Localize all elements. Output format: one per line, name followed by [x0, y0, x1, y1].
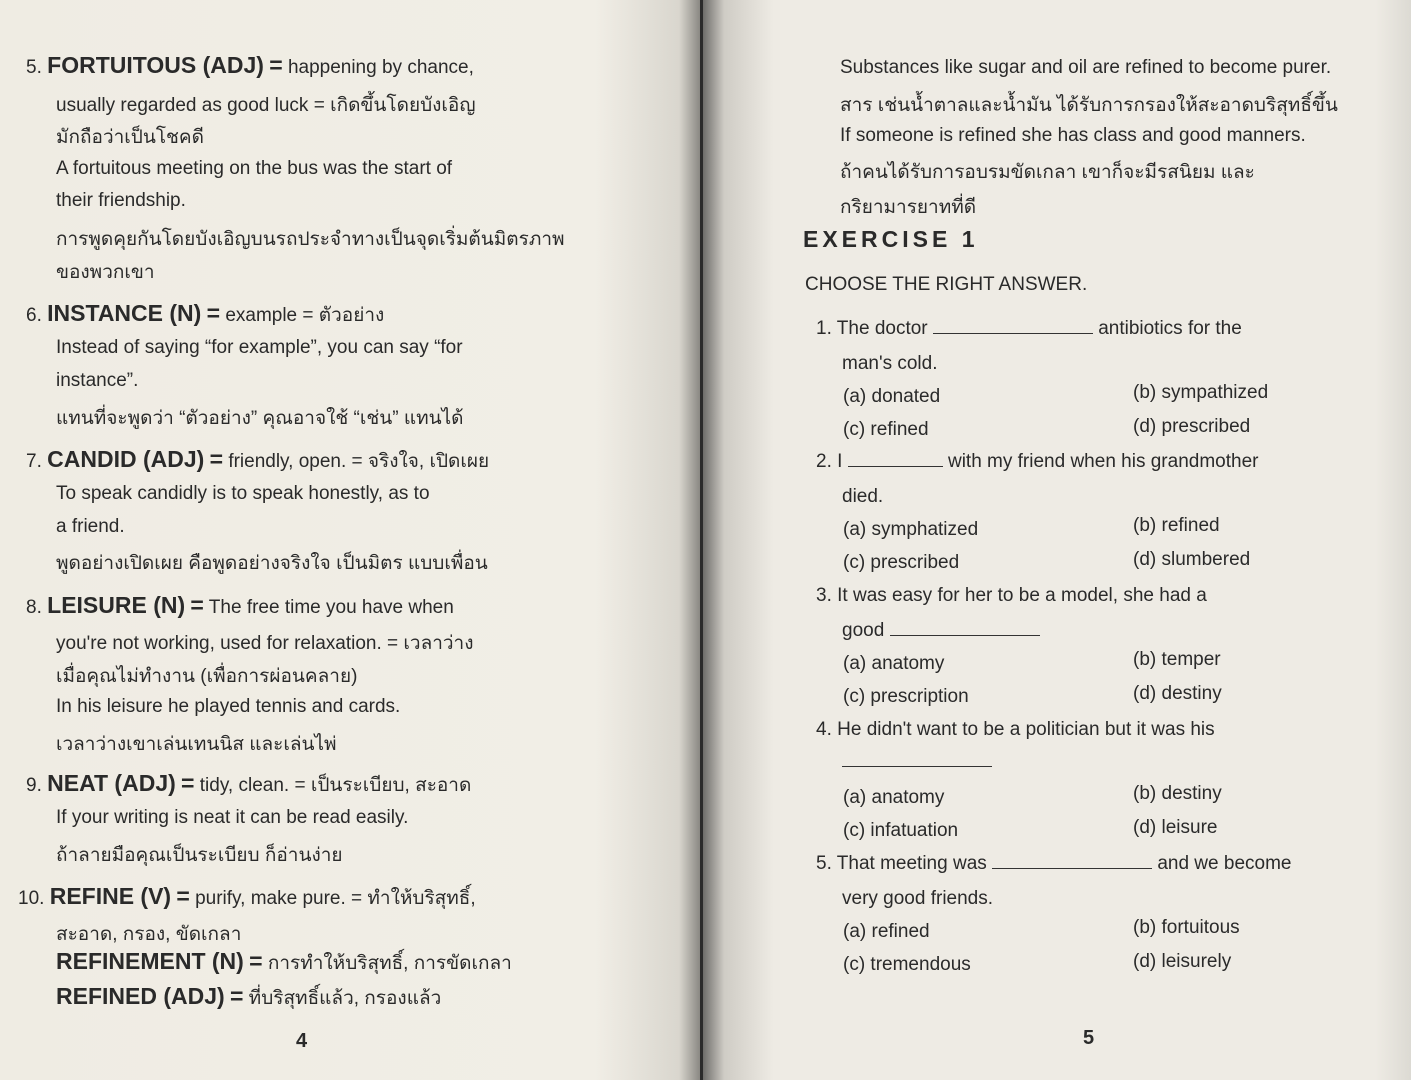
text-line — [56, 919, 241, 949]
question-number: 4. — [816, 719, 832, 740]
question-text-cont: with my friend when his grandmother — [947, 451, 1259, 472]
intro-line: กริยามารยาทที่ดี — [840, 197, 977, 218]
question-number: 3. — [816, 585, 832, 606]
line-text: you're not working, used for relaxation. = เวลาว่าง — [56, 633, 474, 654]
text-line — [56, 661, 357, 691]
answer-blank — [848, 452, 943, 467]
option-d: (d) destiny — [1133, 683, 1222, 704]
text-line — [56, 729, 337, 759]
question-number: 2. — [816, 451, 832, 472]
line-text: tidy, clean. = เป็นระเบียบ, สะอาด — [199, 775, 472, 796]
intro-line: ถ้าคนได้รับการอบรมขัดเกลา เขาก็จะมีรสนิยม และ — [840, 162, 1255, 183]
text-line — [56, 516, 125, 538]
headword: NEAT (ADJ) — [47, 770, 176, 796]
entry-number: 8. — [26, 597, 42, 618]
question-text-cont: and we become — [1157, 853, 1292, 874]
question-4 — [816, 719, 1215, 741]
answer-blank-line — [842, 751, 992, 773]
option-c: (c) tremendous — [843, 954, 971, 975]
option-b: (b) refined — [1133, 515, 1220, 536]
text-line — [56, 158, 452, 180]
exercise-title: EXERCISE 1 — [803, 226, 979, 252]
question-continuation — [842, 486, 883, 508]
answer-blank — [842, 752, 992, 767]
option-a: (a) anatomy — [843, 787, 945, 808]
option-c: (c) refined — [843, 419, 929, 440]
option-a: (a) anatomy — [843, 653, 945, 674]
line-text: example = ตัวอย่าง — [225, 305, 385, 326]
option-d: (d) leisurely — [1133, 951, 1232, 972]
question-text: He didn't want to be a politician but it was his — [837, 719, 1215, 740]
question-text: That meeting was — [836, 853, 987, 874]
option-b: (b) sympathized — [1133, 382, 1269, 403]
question-2 — [816, 451, 1258, 473]
continuation-text: good — [842, 620, 885, 641]
headword: CANDID (ADJ) — [47, 446, 205, 472]
line-text: To speak candidly is to speak honestly, as to — [56, 483, 430, 504]
entry-number: 10. — [18, 888, 45, 909]
line-text: a friend. — [56, 516, 125, 537]
vocab-entry-heading — [26, 446, 489, 476]
text-line — [56, 403, 464, 433]
headword: LEISURE (N) — [47, 592, 186, 618]
vocab-entry-heading — [56, 983, 441, 1013]
text-line — [56, 548, 488, 578]
intro-line: Substances like sugar and oil are refined to become purer. — [840, 57, 1332, 78]
vocab-entry-heading — [26, 52, 474, 79]
text-line — [56, 696, 400, 718]
option-a: (a) refined — [843, 921, 930, 942]
answer-blank — [933, 319, 1093, 334]
intro-line: If someone is refined she has class and good manners. — [840, 125, 1306, 146]
vocab-entry-heading — [26, 592, 454, 619]
option-d: (d) slumbered — [1133, 549, 1251, 570]
continuation-text: man's cold. — [842, 353, 938, 374]
continuation-text: very good friends. — [842, 888, 994, 909]
headword: REFINEMENT (N) — [56, 948, 244, 974]
question-1 — [816, 318, 1242, 340]
line-text: แทนที่จะพูดว่า “ตัวอย่าง” คุณอาจใช้ “เช่น” แทนได้ — [56, 408, 464, 429]
page-number: 4 — [296, 1030, 308, 1052]
question-continuation — [842, 888, 993, 910]
line-text: สะอาด, กรอง, ขัดเกลา — [56, 924, 242, 945]
entry-number: 6. — [26, 305, 42, 326]
option-b: (b) destiny — [1133, 783, 1222, 804]
question-number: 1. — [816, 318, 832, 339]
headword: REFINE (V) — [49, 883, 172, 909]
line-text: การพูดคุยกันโดยบังเอิญบนรถประจำทางเป็นจุดเริ่มต้นมิตรภาพ — [56, 229, 565, 250]
option-a: (a) symphatized — [843, 519, 979, 540]
question-text: It was easy for her to be a model, she had a — [837, 585, 1207, 606]
option-a: (a) donated — [843, 386, 941, 407]
headword: INSTANCE (N) — [47, 300, 202, 326]
continuation-text: died. — [842, 486, 884, 507]
equals-sign: = — [190, 592, 204, 618]
entry-number: 5. — [26, 57, 42, 78]
question-continuation — [842, 353, 938, 375]
option-c: (c) prescription — [843, 686, 969, 707]
line-text: A fortuitous meeting on the bus was the start of — [56, 158, 453, 179]
line-text: เมื่อคุณไม่ทำงาน (เพื่อการผ่อนคลาย) — [56, 666, 358, 687]
option-c: (c) infatuation — [843, 820, 959, 841]
line-text: พูดอย่างเปิดเผย คือพูดอย่างจริงใจ เป็นมิตร แบบเพื่อน — [56, 553, 488, 574]
question-text: I — [837, 451, 843, 472]
question-5 — [816, 853, 1291, 875]
option-b: (b) fortuitous — [1133, 917, 1240, 938]
option-d: (d) leisure — [1133, 817, 1218, 838]
intro-line: สาร เช่นน้ำตาลและน้ำมัน ได้รับการกรองให้สะอาดบริสุทธิ์ขึ้น — [840, 95, 1338, 116]
equals-sign: = — [269, 52, 283, 78]
equals-sign: = — [249, 948, 263, 974]
question-text: The doctor — [836, 318, 928, 339]
text-line — [56, 370, 138, 392]
text-line — [56, 257, 155, 287]
vocab-entry-heading — [56, 948, 512, 978]
question-continuation — [842, 620, 1040, 642]
line-text: The free time you have when — [208, 597, 454, 618]
line-text: instance”. — [56, 370, 139, 391]
text-line — [56, 224, 565, 254]
line-text: ถ้าลายมือคุณเป็นระเบียบ ก็อ่านง่าย — [56, 845, 343, 866]
equals-sign: = — [176, 883, 190, 909]
text-line — [56, 840, 343, 870]
line-text: happening by chance, — [287, 57, 474, 78]
text-line — [56, 337, 463, 359]
text-line — [56, 628, 474, 658]
line-text: มักถือว่าเป็นโชคดี — [56, 127, 204, 148]
equals-sign: = — [181, 770, 195, 796]
headword: FORTUITOUS (ADJ) — [47, 52, 264, 78]
text-line — [56, 190, 186, 212]
line-text: purify, make pure. = ทำให้บริสุทธิ์, — [195, 888, 476, 909]
option-d: (d) prescribed — [1133, 416, 1251, 437]
line-text: their friendship. — [56, 190, 186, 211]
text-line — [56, 90, 476, 120]
option-b: (b) temper — [1133, 649, 1221, 670]
line-text: If your writing is neat it can be read easily. — [56, 807, 409, 828]
text-line — [56, 807, 408, 829]
line-text: ที่บริสุทธิ์แล้ว, กรองแล้ว — [248, 988, 442, 1009]
question-3 — [816, 585, 1207, 607]
line-text: ของพวกเขา — [56, 262, 155, 283]
entry-number: 9. — [26, 775, 42, 796]
line-text: Instead of saying “for example”, you can say “for — [56, 337, 463, 358]
equals-sign: = — [209, 446, 224, 472]
answer-blank — [992, 854, 1152, 869]
instruction: CHOOSE THE RIGHT ANSWER. — [805, 274, 1088, 295]
line-text: เวลาว่างเขาเล่นเทนนิส และเล่นไพ่ — [56, 734, 337, 755]
line-text: friendly, open. = จริงใจ, เปิดเผย — [228, 451, 490, 472]
entry-number: 7. — [26, 451, 42, 472]
question-number: 5. — [816, 853, 832, 874]
equals-sign: = — [206, 300, 221, 326]
vocab-entry-heading — [18, 883, 476, 913]
headword: REFINED (ADJ) — [56, 983, 225, 1009]
text-line — [56, 483, 430, 505]
question-text-cont: antibiotics for the — [1098, 318, 1242, 339]
option-c: (c) prescribed — [843, 552, 960, 573]
line-text: การทำให้บริสุทธิ์, การขัดเกลา — [267, 953, 512, 974]
text-line — [56, 122, 204, 152]
line-text: In his leisure he played tennis and cards. — [56, 696, 401, 717]
line-text: usually regarded as good luck = เกิดขึ้นโดยบังเอิญ — [56, 95, 476, 116]
equals-sign: = — [229, 983, 244, 1009]
vocab-entry-heading — [26, 770, 471, 800]
page-number: 5 — [1083, 1027, 1095, 1049]
vocab-entry-heading — [26, 300, 384, 330]
answer-blank — [890, 621, 1040, 636]
